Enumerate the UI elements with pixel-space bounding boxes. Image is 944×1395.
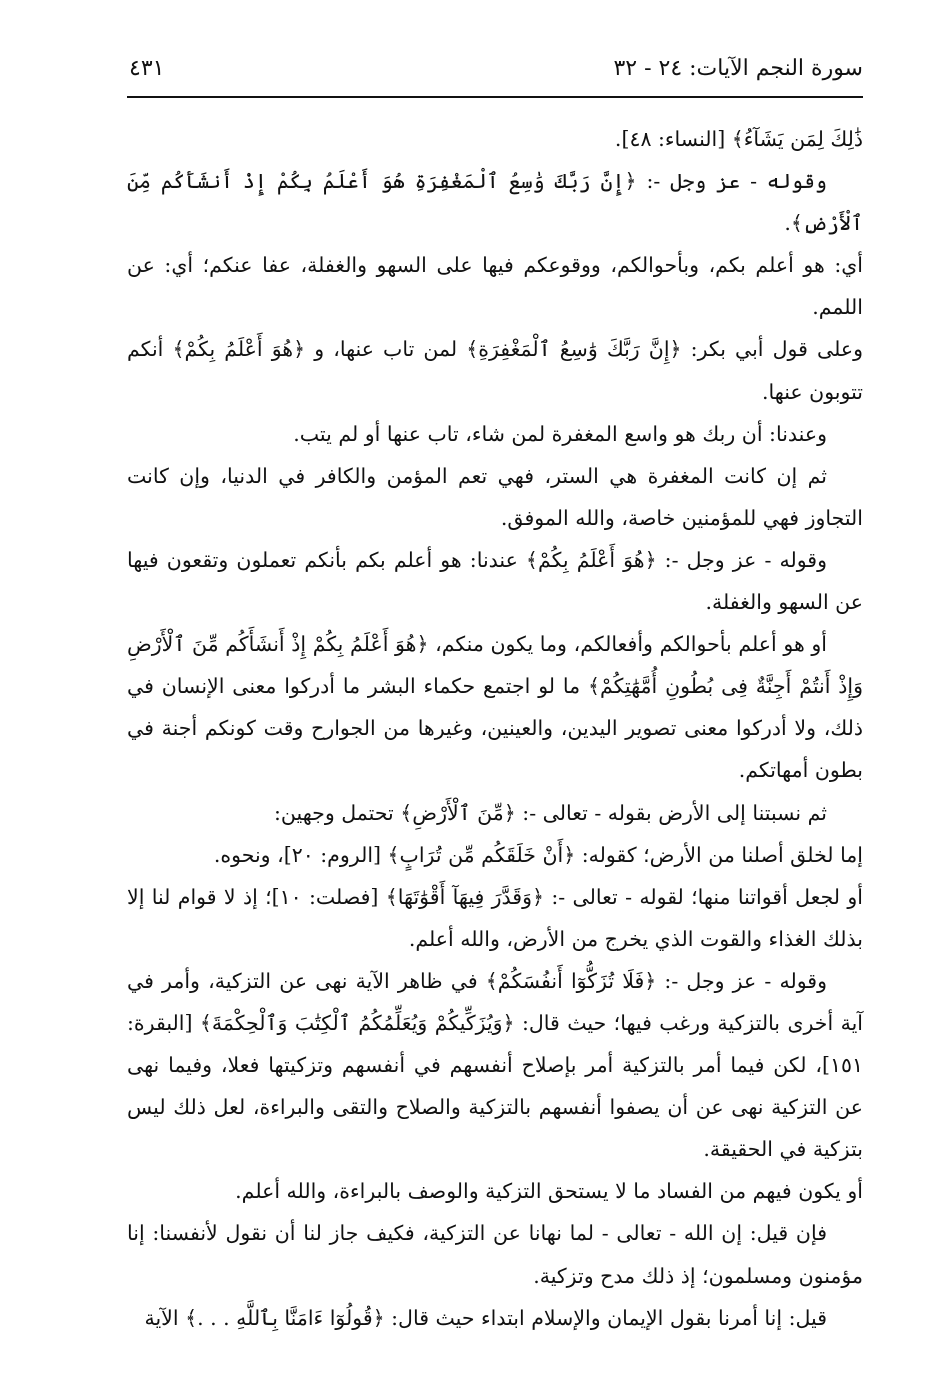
- paragraph: فإن قيل: إن الله - تعالى - لما نهانا عن التزكية، فكيف جاز لنا أن نقول لأنفسنا: إنا مؤمنون ومسلمون؛ إذ ذلك مدح وتزكية.: [127, 1221, 863, 1288]
- paragraph: أي: هو أعلم بكم، وبأحوالكم، ووقوعكم فيها على السهو والغفلة، عفا عنكم؛ أي: عن اللمم.: [127, 253, 863, 320]
- paragraph: أو لجعل أقواتنا منها؛ لقوله - تعالى -: ﴿وَقَدَّرَ فِيهَآ أَقْوَٰتَهَا﴾ [فصلت: ١٠]؛ إذ لا قوام لنا إلا بذلك الغذاء والقوت الذي يخرج من الأرض، والله أعلم.: [127, 884, 863, 951]
- paragraph: وقوله - عز وجل -: ﴿إِنَّ رَبَّكَ وَٰسِعُ ٱلْمَغْفِرَةِ هُوَ أَعْلَمُ بِكُمْ إِذْ أَنشَأَكُم مِّنَ ٱلْأَرْضِ﴾.: [127, 169, 863, 236]
- running-header-title: سورة النجم الآيات: ٢٤ - ٣٢: [613, 56, 863, 81]
- paragraph: ثم نسبتنا إلى الأرض بقوله - تعالى -: ﴿مِّنَ ٱلْأَرْضِ﴾ تحتمل وجهين:: [274, 800, 827, 825]
- paragraph: ثم إن كانت المغفرة هي الستر، فهي تعم المؤمن والكافر في الدنيا، وإن كانت التجاوز فهي للمؤمنين خاصة، والله الموفق.: [127, 463, 863, 530]
- paragraph: إما لخلق أصلنا من الأرض؛ كقوله: ﴿أَنْ خَلَقَكُم مِّن تُرَابٍ﴾ [الروم: ٢٠]، ونحوه.: [213, 842, 863, 867]
- paragraph: وعندنا: أن ربك هو واسع المغفرة لمن شاء، تاب عنها أو لم يتب.: [293, 421, 827, 446]
- paragraph: ذَٰلِكَ لِمَن يَشَآءُ﴾ [النساء: ٤٨].: [614, 127, 863, 151]
- page-body: [127, 118, 863, 1339]
- paragraph: أو يكون فيهم من الفساد ما لا يستحق التزكية والوصف بالبراءة، والله أعلم.: [235, 1179, 863, 1204]
- page-header: [127, 50, 863, 98]
- paragraph: أو هو أعلم بأحوالكم وأفعالكم، وما يكون منكم، ﴿هُوَ أَعْلَمُ بِكُمْ إِذْ أَنشَأَكُم مِّنَ ٱلْأَرْضِ وَإِذْ أَنتُمْ أَجِنَّةٌ فِى بُطُونِ أُمَّهَٰتِكُمْ﴾ ما لو اجتمع حكماء البشر ما أدركوا معنى الإنسان في ذلك، ولا أدركوا معنى تصوير اليدين، والعينين، وغيرها من الجوارح وقت كونكم أجنة في بطون أمهاتكم.: [127, 632, 863, 783]
- paragraph: وقوله - عز وجل -: ﴿فَلَا تُزَكُّوٓا أَنفُسَكُمْ﴾ في ظاهر الآية نهى عن التزكية، وأمر في آية أخرى بالتزكية ورغب فيها؛ حيث قال: ﴿وَيُزَكِّيكُمْ وَيُعَلِّمُكُمُ ٱلْكِتَٰبَ وَٱلْحِكْمَةَ﴾ [البقرة: ١٥١]، لكن فيما أمر بالتزكية أمر بإصلاح أنفسهم في أنفسهم وتزكيتها فعلا، وفيما نهى عن التزكية نهى عن أن يصفوا أنفسهم بالتزكية والصلاح والتقى والبراءة، لعل ذلك ليس بتزكية في الحقيقة.: [127, 968, 863, 1162]
- page-number: ٤٣١: [129, 56, 165, 81]
- paragraph: وعلى قول أبي بكر: ﴿إِنَّ رَبَّكَ وَٰسِعُ ٱلْمَغْفِرَةِ﴾ لمن تاب عنها، و ﴿هُوَ أَعْلَمُ بِكُمْ﴾ أنكم تتوبون عنها.: [127, 337, 863, 404]
- paragraph: قيل: إنا أمرنا بقول الإيمان والإسلام ابتداء حيث قال: ﴿قُولُوٓا ءَامَنَّا بِٱللَّهِ . . .﴾ الآية: [144, 1305, 827, 1330]
- paragraph: وقوله - عز وجل -: ﴿هُوَ أَعْلَمُ بِكُمْ﴾ عندنا: هو أعلم بكم بأنكم تعملون وتقعون فيها عن السهو والغفلة.: [127, 547, 863, 615]
